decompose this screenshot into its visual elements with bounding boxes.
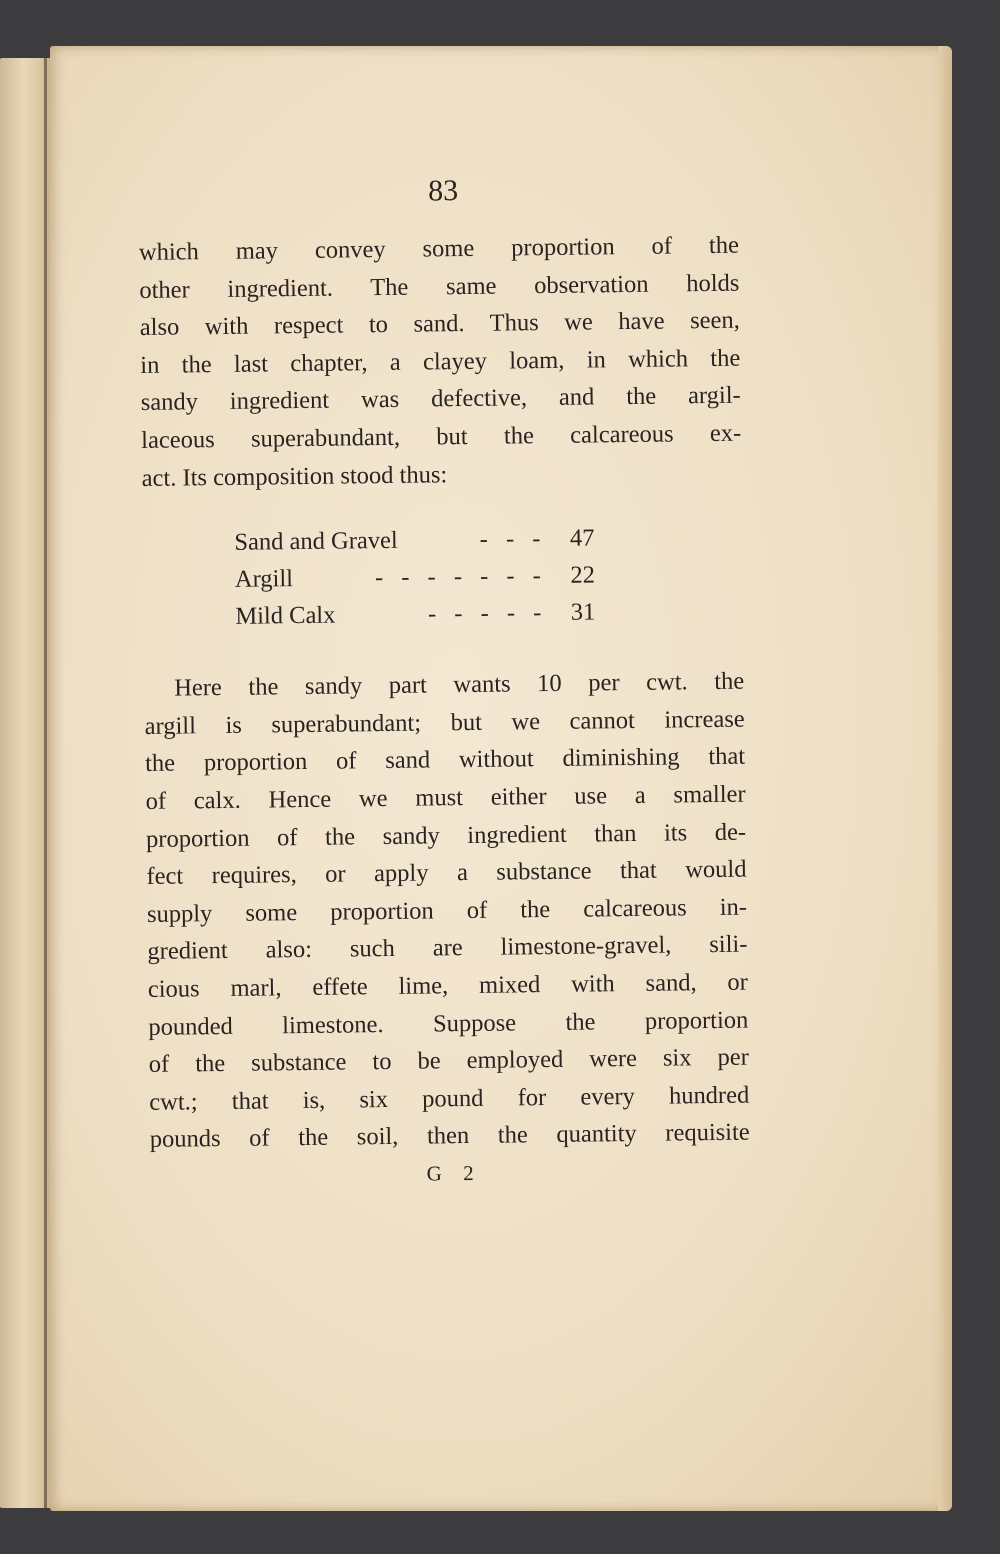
text-line: of the substance to be employed were six per bbox=[148, 1043, 749, 1079]
leader-dashes: - - - bbox=[479, 525, 547, 554]
text-line: also with respect to sand. Thus we have seen, bbox=[139, 306, 740, 342]
ingredient-value: 47 bbox=[569, 524, 595, 552]
ingredient-name: Sand and Gravel bbox=[234, 527, 398, 557]
text-line: laceous superabundant, but the calcareous ex- bbox=[141, 419, 742, 454]
composition-table bbox=[234, 520, 595, 635]
paragraph-1 bbox=[139, 227, 742, 497]
page-number: 83 bbox=[427, 174, 459, 208]
ingredient-value: 22 bbox=[570, 561, 596, 589]
text-line: argill is superabundant; but we cannot increase bbox=[144, 705, 745, 740]
page-text bbox=[138, 171, 750, 1190]
page-fore-edge bbox=[938, 46, 952, 1511]
text-line: cwt.; that is, six pound for every hundred bbox=[149, 1081, 750, 1116]
text-line: Here the sandy part wants 10 per cwt. the bbox=[174, 667, 745, 702]
text-line: act. Its composition stood thus: bbox=[141, 460, 448, 492]
text-line: pounds of the soil, then the quantity requisite bbox=[149, 1118, 750, 1154]
text-line: supply some proportion of the calcareous in- bbox=[146, 893, 748, 928]
ingredient-name: Mild Calx bbox=[235, 601, 336, 630]
composition-row bbox=[235, 557, 595, 598]
text-line: the proportion of sand without diminishing that bbox=[144, 742, 746, 778]
text-line: fect requires, or apply a substance that would bbox=[146, 855, 747, 891]
ingredient-value: 31 bbox=[570, 598, 596, 626]
text-line: cious marl, effete lime, mixed with sand, or bbox=[147, 968, 749, 1003]
leader-dashes: - - - - - - - bbox=[374, 562, 548, 592]
text-line: other ingredient. The same observation holds bbox=[139, 269, 740, 304]
text-line: pounded limestone. Suppose the proportion bbox=[148, 1006, 749, 1041]
paragraph-2 bbox=[144, 663, 750, 1159]
text-line: which may convey some proportion of the bbox=[138, 231, 740, 266]
text-line: of calx. Hence we must either use a smaller bbox=[145, 780, 746, 815]
composition-row bbox=[234, 520, 594, 561]
text-line: in the last chapter, a clayey loam, in which the bbox=[140, 344, 741, 379]
composition-row bbox=[235, 594, 595, 635]
ingredient-name: Argill bbox=[234, 565, 294, 594]
signature-mark: G 2 bbox=[426, 1160, 482, 1186]
leader-dashes: - - - - - bbox=[427, 599, 548, 628]
text-line: gredient also: such are limestone-gravel, sili- bbox=[147, 930, 748, 966]
text-line: proportion of the sandy ingredient than its de- bbox=[145, 818, 747, 853]
text-line: sandy ingredient was defective, and the argil- bbox=[140, 382, 741, 417]
